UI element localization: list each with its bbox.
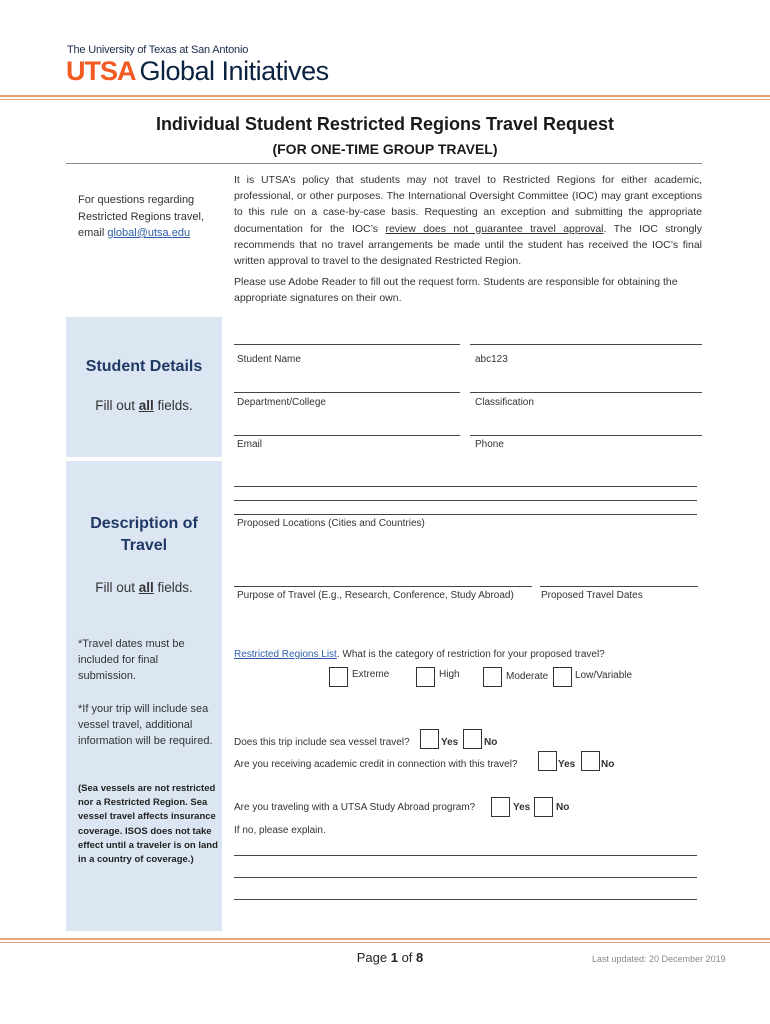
extreme-label: Extreme [352, 669, 390, 680]
explain-field-2[interactable] [234, 877, 697, 878]
study-abroad-question: Are you traveling with a UTSA Study Abroad program? [234, 802, 476, 813]
credit-yes-checkbox[interactable] [538, 751, 557, 771]
locations-field-2[interactable] [234, 500, 697, 501]
travel-instruction [66, 580, 222, 595]
sea-no-label: No [484, 737, 498, 748]
phone-field[interactable] [470, 435, 702, 436]
abroad-yes-checkbox[interactable] [491, 797, 510, 817]
restriction-question [234, 649, 605, 660]
restriction-question-text: . What is the category of restriction for your proposed travel? [336, 649, 605, 660]
moderate-label: Moderate [506, 671, 549, 682]
locations-label: Proposed Locations (Cities and Countries) [237, 518, 425, 529]
moderate-checkbox[interactable] [483, 667, 502, 687]
purpose-field[interactable] [234, 586, 532, 587]
extreme-checkbox[interactable] [329, 667, 348, 687]
policy-paragraph [234, 172, 702, 269]
department-label: Department/College [237, 397, 326, 408]
page-title: Individual Student Restricted Regions Travel Request [155, 114, 615, 134]
student-sub-pre: Fill out [95, 398, 139, 413]
footer-rule [0, 938, 770, 940]
credit-no-label: No [601, 759, 615, 770]
header-rule-thin [0, 99, 770, 100]
logo-utsa-text: UTSA [66, 56, 136, 86]
dates-field[interactable] [540, 586, 698, 587]
classification-field[interactable] [470, 392, 702, 393]
page-subtitle: (FOR ONE-TIME GROUP TRAVEL) [272, 141, 498, 157]
page-current: 1 [390, 950, 398, 965]
credit-no-checkbox[interactable] [581, 751, 600, 771]
student-name-field[interactable] [234, 344, 460, 345]
adobe-instructions: Please use Adobe Reader to fill out the request form. Students are responsible for obtaining the appropriate signatures on their own. [234, 276, 678, 305]
utsa-logo [66, 56, 329, 86]
university-name: The University of Texas at San Antonio [67, 44, 249, 56]
travel-dates-note: *Travel dates must be included for final submission. [78, 638, 185, 682]
travel-heading: Description of Travel [90, 515, 198, 554]
student-sub-all: all [138, 398, 154, 413]
credit-yes-label: Yes [558, 759, 576, 770]
student-details-heading: Student Details [85, 358, 203, 375]
policy-text-a: It is UTSA’s policy that students may not travel to Restricted Regions for either academic, professional, or other purposes. The International Oversight Committee (IOC) may grant exceptions to this rule on a case-by-case basis. Requesting an exception and submitting the appropriate documentation for the IOC’s [234, 174, 702, 235]
page-number [340, 950, 440, 965]
title-divider [66, 163, 702, 164]
student-details-instruction [66, 398, 222, 413]
email-label: Email [237, 439, 263, 450]
sea-yes-label: Yes [441, 737, 459, 748]
policy-text-b: . The IOC strongly recommends that no travel arrangements be made until the student has received the IOC’s final written approval to travel to the designated Restricted Region. [234, 222, 702, 268]
dates-label: Proposed Travel Dates [541, 590, 643, 601]
restricted-regions-link[interactable]: Restricted Regions List [234, 649, 337, 660]
department-field[interactable] [234, 392, 460, 393]
page-pre: Page [356, 950, 391, 965]
high-label: High [439, 669, 460, 680]
header-rule [0, 95, 770, 97]
abroad-yes-label: Yes [513, 802, 531, 813]
logo-unit-text: Global Initiatives [139, 56, 329, 86]
academic-credit-question: Are you receiving academic credit in connection with this travel? [234, 759, 518, 770]
sea-vessel-question: Does this trip include sea vessel travel? [234, 737, 410, 748]
sea-no-checkbox[interactable] [463, 729, 482, 749]
sea-vessel-note: *If your trip will include sea vessel travel, additional information will be required. [78, 703, 213, 747]
email-field[interactable] [234, 435, 460, 436]
email-link[interactable]: global@utsa.edu [107, 227, 191, 239]
sidebar-student-panel [66, 317, 222, 457]
abroad-no-label: No [556, 802, 570, 813]
questions-note [78, 192, 218, 242]
travel-sub-post: fields. [153, 580, 193, 595]
locations-field-3[interactable] [234, 514, 697, 515]
sea-vessel-disclaimer: (Sea vessels are not restricted nor a Restricted Region. Sea vessel travel affects insurance coverage. ISOS does not take effect until a traveler is on land in a country of coverage.) [78, 783, 218, 866]
student-name-label: Student Name [237, 354, 301, 365]
high-checkbox[interactable] [416, 667, 435, 687]
locations-field-1[interactable] [234, 486, 697, 487]
abroad-no-checkbox[interactable] [534, 797, 553, 817]
student-id-label: abc123 [475, 354, 508, 365]
travel-sub-all: all [138, 580, 154, 595]
footer-rule-thin [0, 942, 770, 943]
travel-sub-pre: Fill out [95, 580, 139, 595]
page-of: of [397, 950, 417, 965]
explain-prompt: If no, please explain. [234, 825, 326, 836]
questions-text: For questions regarding Restricted Regions travel, email [78, 194, 204, 239]
sea-yes-checkbox[interactable] [420, 729, 439, 749]
last-updated: Last updated: 20 December 2019 [592, 954, 726, 964]
phone-label: Phone [475, 439, 504, 450]
student-id-field[interactable] [470, 344, 702, 345]
explain-field-3[interactable] [234, 899, 697, 900]
policy-underlined: review does not guarantee travel approval [385, 222, 604, 235]
purpose-label: Purpose of Travel (E.g., Research, Conference, Study Abroad) [237, 590, 514, 601]
page-total: 8 [416, 950, 424, 965]
student-sub-post: fields. [153, 398, 193, 413]
low-variable-checkbox[interactable] [553, 667, 572, 687]
explain-field-1[interactable] [234, 855, 697, 856]
classification-label: Classification [475, 397, 534, 408]
low-variable-label: Low/Variable [575, 670, 633, 681]
